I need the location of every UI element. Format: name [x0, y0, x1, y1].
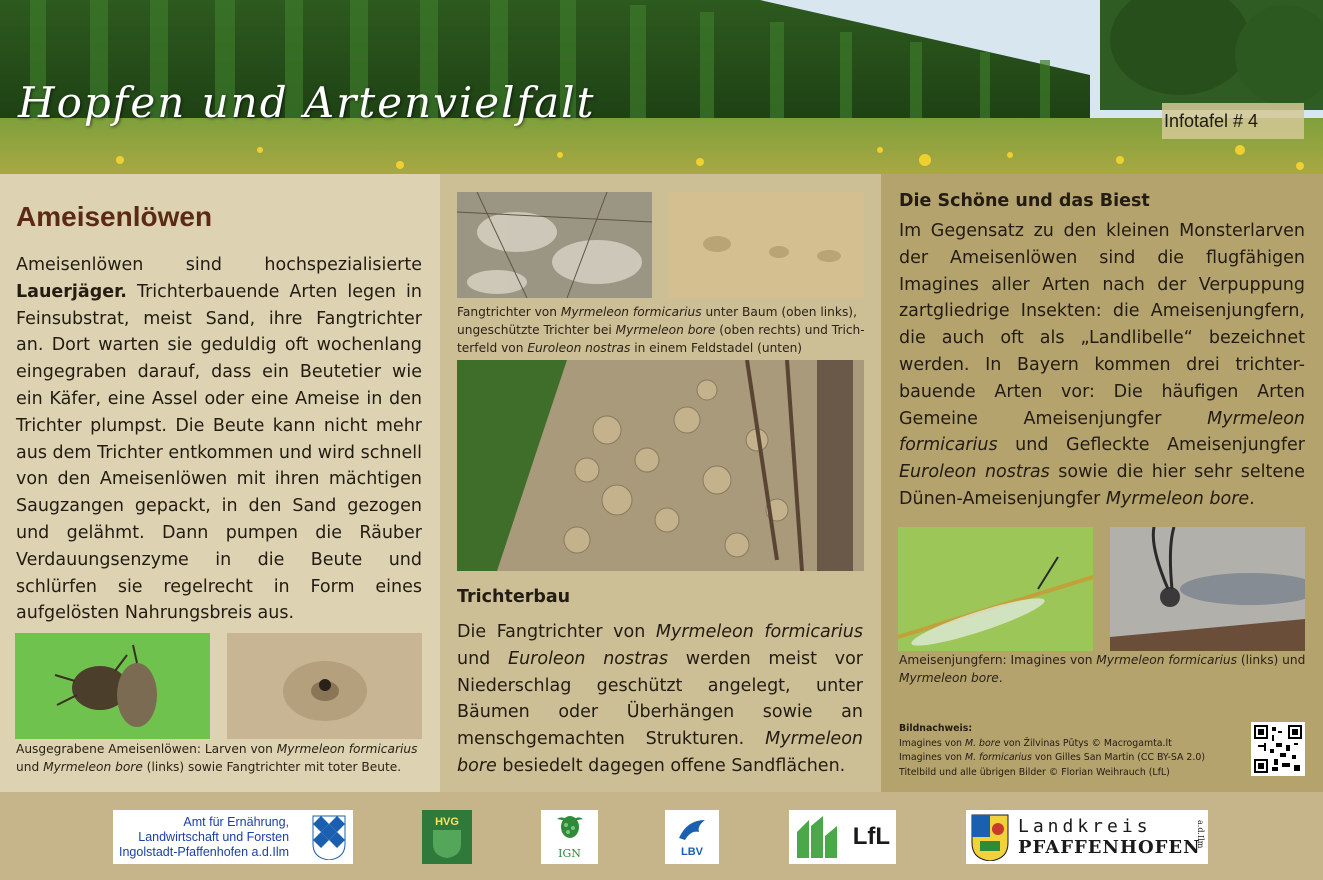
- logo-lfl[interactable]: [789, 810, 896, 864]
- text-span: Ameisenjungfern: Imagines von: [899, 653, 1097, 667]
- text-span: besiedelt dagegen offene Sandflächen.: [496, 755, 846, 776]
- photo-adult-formicarius: [898, 527, 1093, 651]
- photo-funnel-with-prey: [227, 633, 422, 739]
- section-heading-schoene-biest: Die Schöne und das Biest: [899, 191, 1150, 211]
- ign-logo-text: IGN: [558, 846, 581, 860]
- hvg-logo-text: HVG: [435, 816, 459, 828]
- credits-label: Bildnachweis:: [899, 723, 973, 734]
- logo-hvg[interactable]: [422, 810, 472, 864]
- adults-caption: [899, 651, 1311, 687]
- larvae-caption: [16, 740, 428, 776]
- text-span: unter Baum (oben links), ungeschützte Trichter bei: [457, 305, 857, 337]
- species-name: Myrmeleon formicarius: [899, 408, 1305, 456]
- species-name: Euroleon nostras: [508, 648, 669, 669]
- photo-adult-bore: [1110, 527, 1305, 651]
- hvg-shield-icon: [431, 828, 463, 858]
- credit-line: [899, 751, 1229, 766]
- schoene-biest-paragraph: [899, 218, 1305, 513]
- logo-landkreis-pfaffenhofen[interactable]: [966, 810, 1208, 864]
- hop-cone-icon: [555, 815, 585, 847]
- text-span: (oben rechts) und Trich-terfeld von: [457, 323, 865, 355]
- text-span: Imagines von: [899, 737, 965, 749]
- image-credits: [899, 722, 1229, 780]
- infotafel-badge: Infotafel # 4: [1162, 103, 1304, 139]
- species-name: M. formicarius: [964, 752, 1032, 763]
- photo-funnel-field-barn: [457, 360, 864, 571]
- landkreis-crest-icon: [970, 813, 1010, 861]
- logo-lbv[interactable]: [665, 810, 719, 864]
- photo-open-sand-funnels: [669, 192, 864, 298]
- species-name: M. bore: [964, 737, 1001, 749]
- left-column: [0, 174, 440, 792]
- amt-logo-text: [119, 815, 289, 860]
- amt-line: Landwirtschaft und Forsten: [138, 829, 290, 844]
- text-span: und: [16, 760, 44, 774]
- text-span: in einem Feldstadel (unten): [630, 341, 803, 355]
- landkreis-line: Landkreis: [1018, 816, 1152, 837]
- text-span: Imagines von: [899, 752, 965, 763]
- logo-ign[interactable]: [541, 810, 598, 864]
- credit-line: Titelbild und alle übrigen Bilder © Florian Weihrauch (LfL): [899, 766, 1170, 778]
- lfl-logo-text: LfL: [852, 823, 890, 850]
- text-span: Fangtrichter von: [457, 305, 561, 319]
- species-name: Euroleon nostras: [899, 462, 1050, 483]
- species-name: Euroleon nostras: [527, 341, 631, 355]
- text-span: Ausgegrabene Ameisenlöwen: Larven von: [16, 742, 277, 756]
- text-span: Die Fangtrichter von: [457, 622, 656, 642]
- text-span: .: [1249, 488, 1255, 509]
- section-heading-trichterbau: Trichterbau: [457, 587, 571, 607]
- text-span: (links) und: [1237, 653, 1306, 667]
- landkreis-line: PFAFFENHOFEN: [1018, 837, 1201, 858]
- species-name: Myrmeleon formicarius: [560, 305, 702, 319]
- species-name: Myrmeleon bore: [43, 760, 143, 774]
- middle-column: [440, 174, 881, 792]
- bold-term: Lauerjäger.: [16, 281, 127, 302]
- footer-logos: [0, 792, 1323, 880]
- text-span: .: [998, 671, 1003, 685]
- species-name: Myrmeleon bore: [615, 323, 716, 337]
- logo-amt-ernaehrung[interactable]: [113, 810, 353, 864]
- species-name: Myrmeleon bore: [1105, 488, 1250, 509]
- right-column: [881, 174, 1323, 792]
- bird-icon: [675, 816, 709, 846]
- species-name: Myrmeleon bore: [457, 729, 863, 776]
- qr-code[interactable]: [1251, 722, 1305, 776]
- text-span: Trichterbauende Arten legen in Feinsubstrat, meist Sand, ihre Fangtrichter an. Dort warten sie geduldig oft wochenlang eingegraben darauf, dass ein Beutetier wie ein Käfer, eine Assel oder eine Ameise in den Trichter plumpst. Die Beute kann nicht mehr aus dem Trichter entkommen und wird schnell von den Ameisenlöwen mit ihren mächtigen Saugzangen gepackt, in den Sand gezogen und gelähmt. Dann pumpen die Räuber Verdauungsenzyme in die Beute und schlürfen sie regelrecht in Form eines aufgelösten Nahrungsbreis aus.: [16, 281, 422, 624]
- lfl-leaves-icon: [795, 814, 841, 860]
- species-name: Myrmeleon bore: [899, 671, 999, 685]
- text-span: Im Gegensatz zu den kleinen Monsterlarven der Ameisenlöwen sind die flugfähigen Imagines aller Arten nach der Verpuppung zartgliedrige Insekten: die Ameisenjungfern, die auch oft als „Landlibelle“ bezeichnet werden. In Bayern kommen drei trichter-bauende Arten vor: Die häufigen Arten Gemeine Ameisenjungfer: [899, 221, 1305, 429]
- landkreis-suffix: a.d.Ilm: [1196, 820, 1205, 849]
- species-name: Myrmeleon formicarius: [276, 742, 418, 756]
- photo-larvae: [15, 633, 210, 739]
- text-span: von Žilvinas Pūtys © Macrogamta.lt: [1000, 737, 1172, 749]
- credit-line: [899, 737, 1229, 752]
- text-span: sowie die hier sehr seltene Dünen-Ameisenjungfer: [899, 462, 1305, 509]
- funnel-caption: [457, 303, 869, 357]
- amt-line: Ingolstadt-Pfaffenhofen a.d.Ilm: [119, 844, 290, 859]
- banner-title: Hopfen und Artenvielfalt: [18, 78, 596, 127]
- text-span: (links) sowie Fangtrichter mit toter Beute.: [142, 760, 402, 774]
- photo-funnel-under-tree: [457, 192, 652, 298]
- landkreis-logo-text: [1018, 816, 1201, 858]
- amt-line: Amt für Ernährung,: [183, 814, 290, 829]
- species-name: Myrmeleon formicarius: [1096, 653, 1238, 667]
- text-span: werden meist vor Niederschlag geschützt angelegt, unter Bäumen oder Überhängen sowie an menschgemachten Strukturen.: [457, 648, 863, 750]
- trichterbau-paragraph: [457, 619, 863, 780]
- text-span: und: [457, 648, 509, 669]
- text-span: und Gefleckte Ameisenjungfer: [997, 435, 1305, 456]
- header-banner: [0, 0, 1323, 174]
- lbv-logo-text: LBV: [681, 846, 703, 858]
- text-span: von Gilles San Martin (CC BY-SA 2.0): [1031, 752, 1205, 763]
- section-heading-ameisenloewen: Ameisenlöwen: [16, 201, 213, 232]
- text-span: Ameisenlöwen sind hochspezialisierte: [16, 255, 422, 275]
- bavaria-crest-icon: [311, 814, 347, 860]
- ameisenloewen-paragraph: [16, 252, 422, 627]
- species-name: Myrmeleon formicarius: [655, 622, 863, 642]
